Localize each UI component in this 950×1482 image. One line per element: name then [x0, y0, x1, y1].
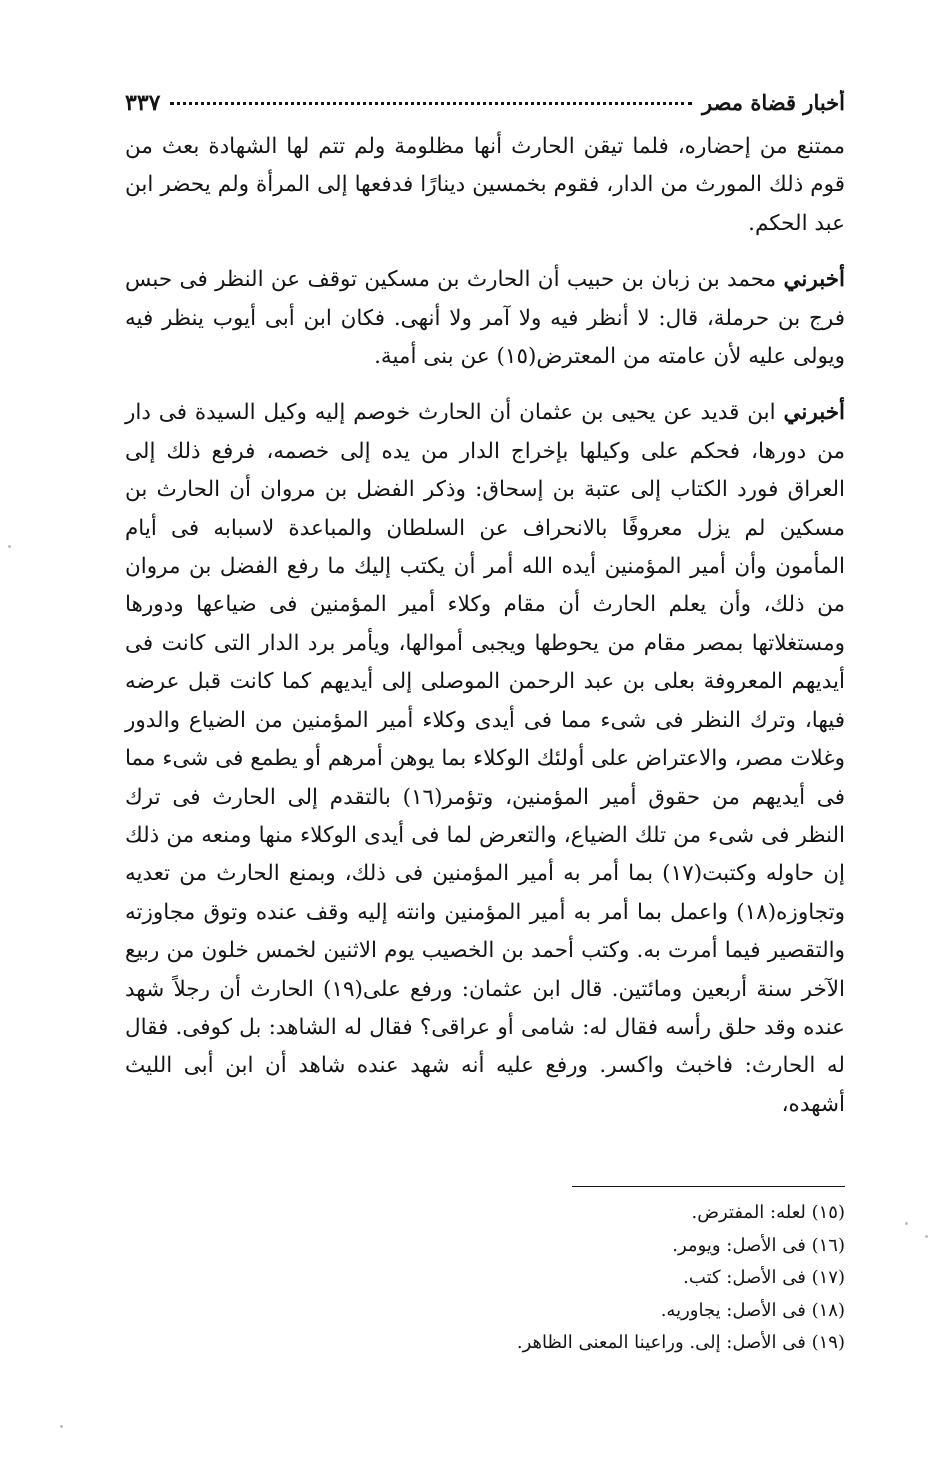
lead-word: أخبرني: [783, 400, 845, 426]
scan-speck: [925, 1235, 928, 1238]
dotted-leader: [170, 102, 692, 105]
footnote-17: (١٧) فى الأصل: كتب.: [683, 1267, 845, 1288]
footnote-18: (١٨) فى الأصل: يجاوريه.: [660, 1299, 845, 1321]
footnote-15: (١٥) لعله: المفترض.: [691, 1202, 845, 1223]
paragraph-2: [125, 261, 845, 376]
book-title: أخبار قضاة مصر: [701, 90, 845, 115]
paragraph-text: ابن قديد عن يحيى بن عثمان أن الحارث خوصم إليه وكيل السيدة فى دار من دورها، فحكم على وكيلها بإخراج الدار من يده إلى خصمه، فرفع ذلك إلى العراق فورد الكتاب إلى عتبة بن إسحاق: وذكر الفضل بن مروان أن الحارث بن مسكين لم يزل معروفًا بالانحراف عن السلطان والمباعدة لاسبابه فى أيام المأمون وأن أمير المؤمنين أيده الله أمر أن يكتب إليك ما رفع الفضل بن مروان من ذلك، وأن يعلم الحارث أن مقام وكلاء أمير المؤمنين فى ضياعها ودورها ومستغلاتها بمصر مقام من يحوطها ويجبى أموالها، ويأمر برد الدار التى كانت فى أيديهم المعروفة بعلى بن عبد الرحمن الموصلى إلى أيديهم كما كانت قبل عرضه فيها، وترك النظر فى شىء مما فى أيدى وكلاء أمير المؤمنين من الضياع والدور وغلات مصر، والاعتراض على أولئك الوكلاء بما يوهن أمرهم أو يطمع فى شىء مما فى أيديهم من حقوق أمير المؤمنين، وتؤمر(١٦) بالتقدم إلى الحارث فى ترك النظر فى شىء من تلك الضياع، والتعرض لما فى أيدى الوكلاء منها ومنعه من ذلك إن حاوله وكتبت(١٧) بما أمر به أمير المؤمنين فى ذلك، وبمنع الحارث من تعديه وتجاوزه(١٨) واعمل بما أمر به أمير المؤمنين وانته إليه وقف عنده وتوق مجاوزته والتقصير فيما أمرت به. وكتب أحمد بن الخصيب يوم الاثنين لخمس خلون من ربيع الآخر سنة أربعين ومائتين. قال ابن عثمان: ورفع على(١٩) الحارث أن رجلاً شهد عنده وقد حلق رأسه فقال له: شامى أو عراقى؟ فقال له الشاهد: بل كوفى. فقال له الحارث: فاخبث واكسر. ورفع عليه أنه شهد عنده شاهد أن ابن أبى الليث أشهده،: [125, 400, 846, 1117]
paragraph-text: محمد بن زبان بن حبيب أن الحارث بن مسكين توقف عن النظر فى حبس فرج بن حرملة، قال: لا أنظر فيه ولا آمر ولا أنهى. فكان ابن أبى أيوب ينظر فيه ويولى عليه لأن عامته من المعترض(١٥) عن بنى أمية.: [125, 267, 845, 370]
scan-speck: [60, 1425, 63, 1428]
page-number: ٣٣٧: [125, 90, 161, 116]
running-header: [125, 90, 845, 128]
paragraph-text: ممتنع من إحضاره، فلما تيقن الحارث أنها مظلومة ولم تتم لها الشهادة بعث من قوم ذلك المورث من الدار، فقوم بخمسين دينارًا فدفعها إلى المرأة ولم يحضر ابن عبد الحكم.: [125, 134, 845, 236]
footnote-separator: [572, 1186, 845, 1187]
paragraph-1: [125, 128, 845, 243]
footnotes: [245, 1197, 845, 1360]
paragraph-3: [125, 394, 845, 1124]
scan-speck: [8, 545, 11, 548]
body-text: [125, 128, 845, 1124]
scan-speck: [905, 1222, 908, 1225]
footnote-16: (١٦) فى الأصل: ويومر.: [672, 1234, 845, 1256]
footnote-19: (١٩) فى الأصل: إلى. وراعينا المعنى الظاهر.: [516, 1332, 845, 1353]
lead-word: أخبرني: [783, 267, 845, 293]
